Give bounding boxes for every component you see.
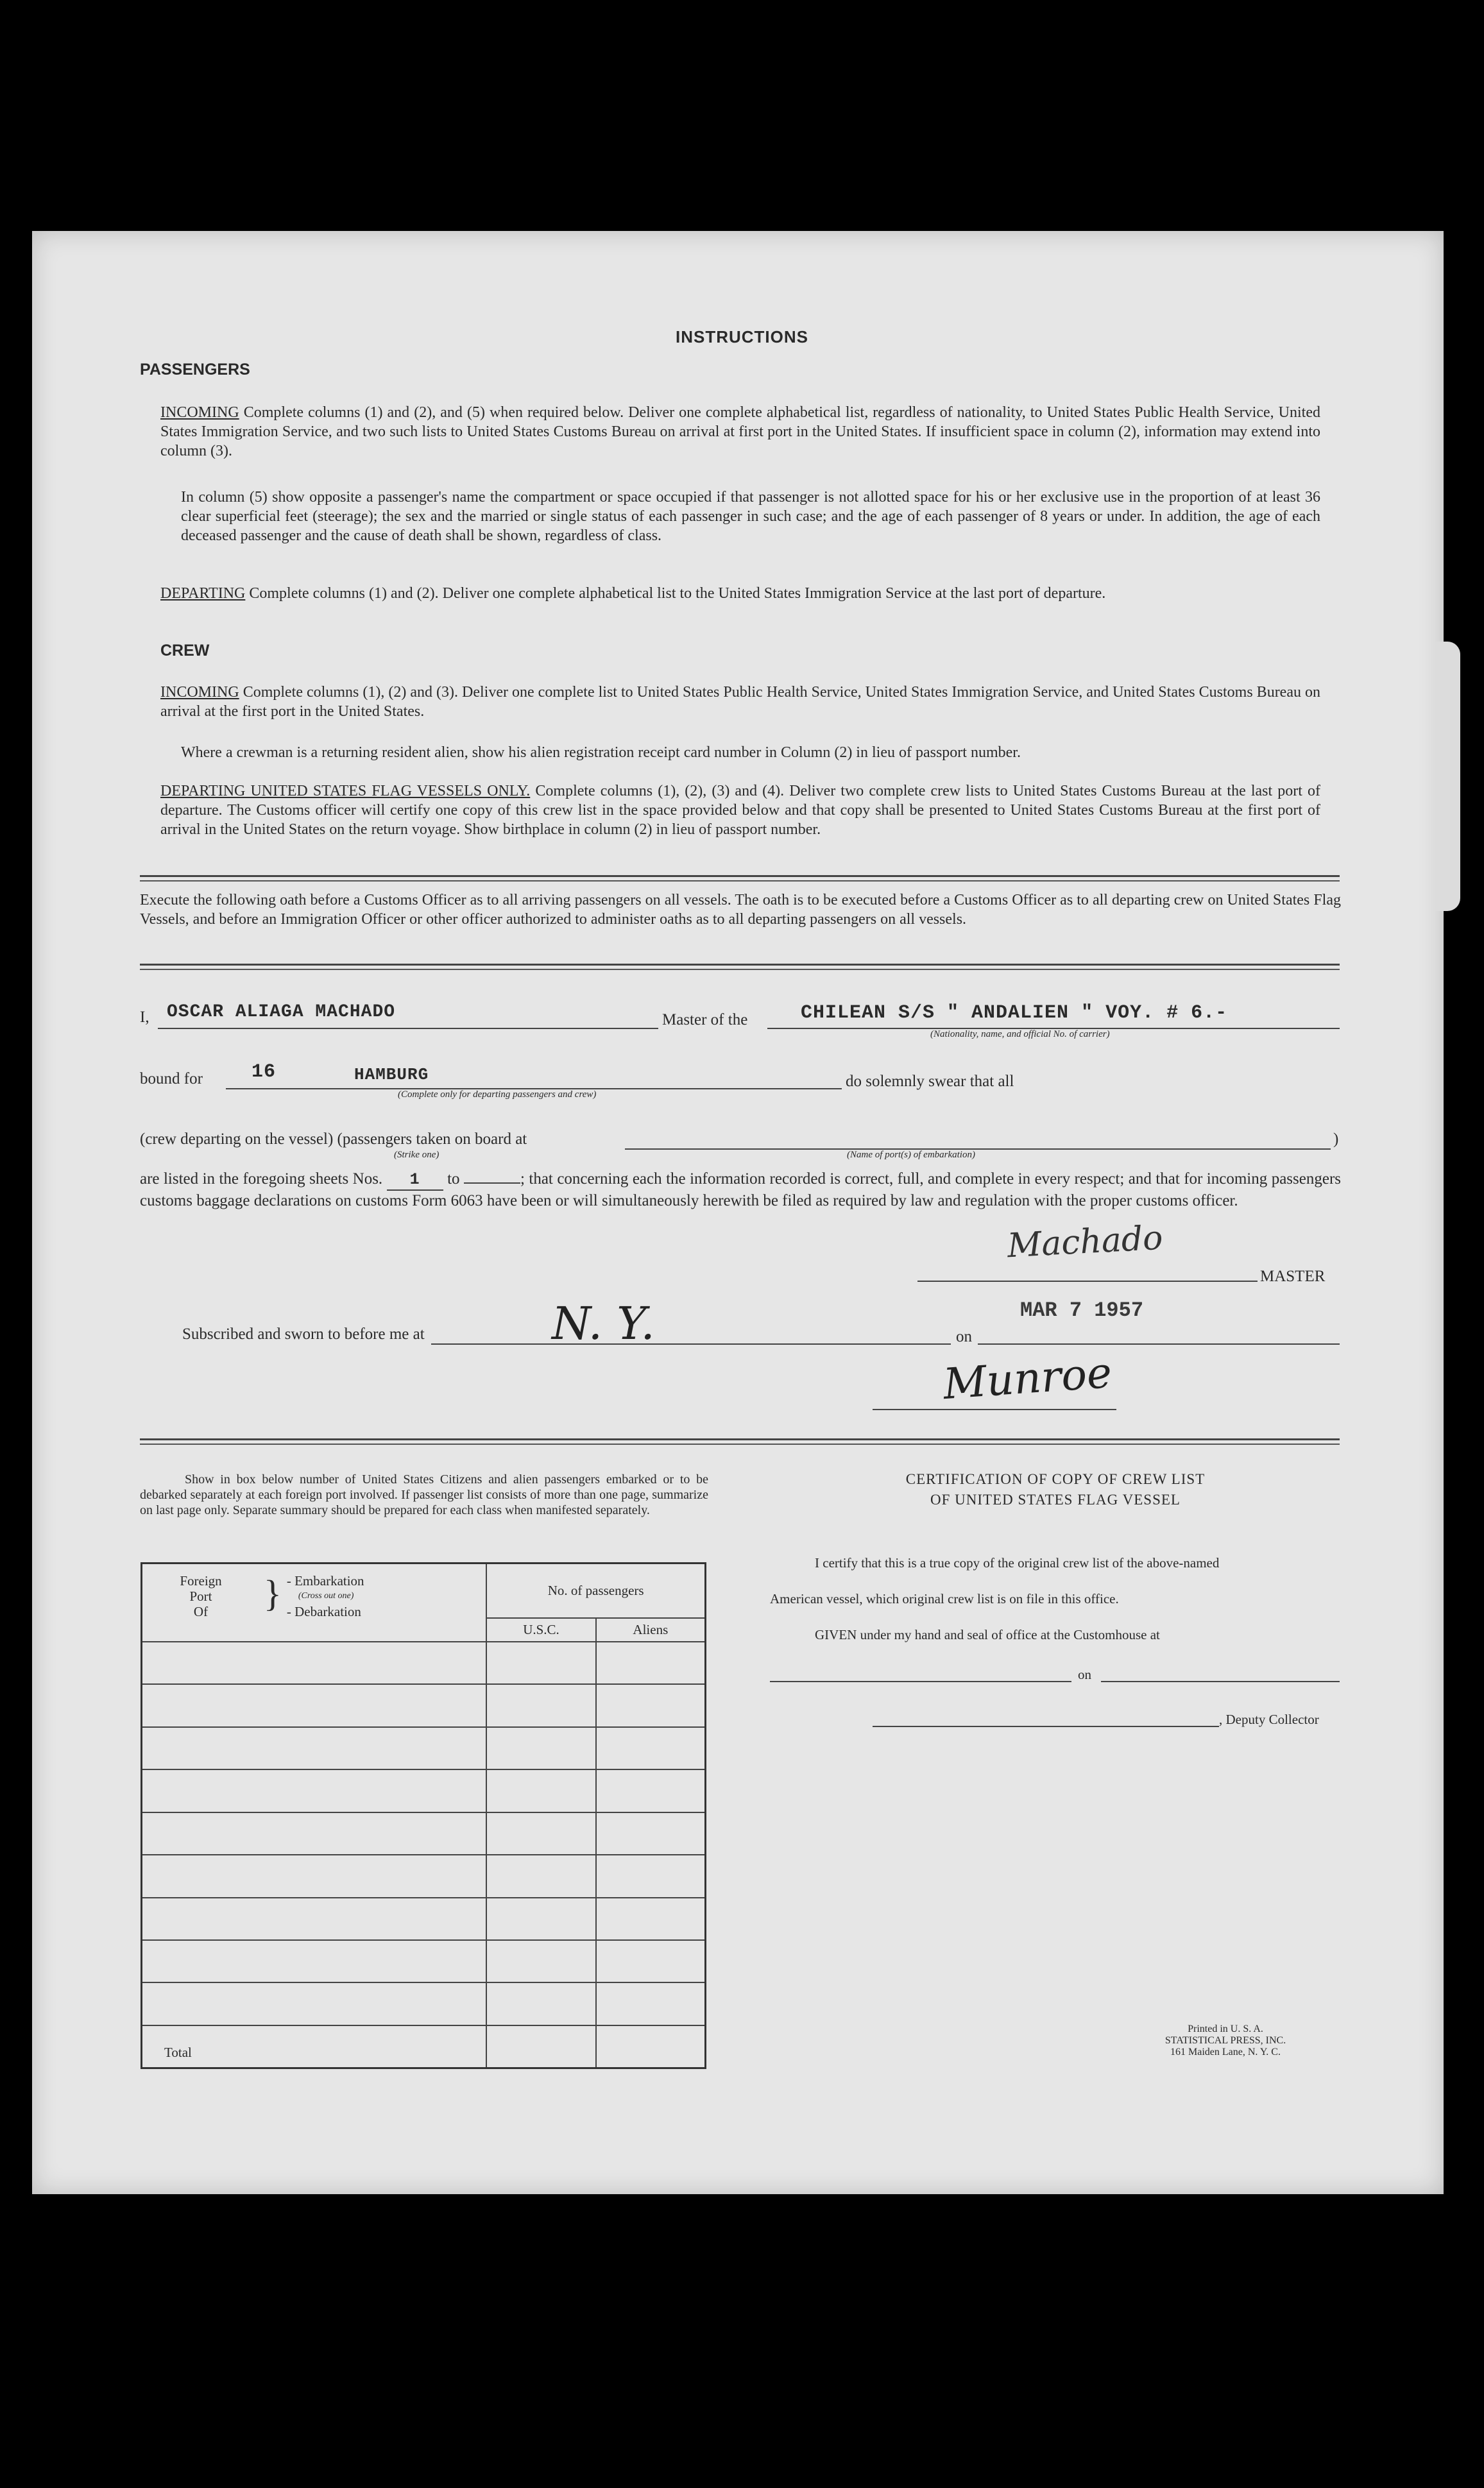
passengers-departing-paragraph [160, 584, 1320, 603]
usc-cell[interactable] [486, 1982, 595, 2025]
of-word: Of [193, 1604, 209, 1619]
aliens-cell[interactable] [596, 1982, 706, 2025]
aliens-cell[interactable] [596, 1769, 706, 1812]
port-cell[interactable] [142, 1855, 487, 1897]
foreign-port-of-label [143, 1573, 259, 1619]
port-cell[interactable] [142, 1684, 487, 1726]
crew-departing-text: Complete columns (1), (2), (3) and (4). Deliver two complete crew lists to United States Customs Bureau at the last port of departure. The Customs officer will certify one copy of this crew list in the space provided below and that copy shall be presented to United States Customs Bureau at the first port of arrival in the United States on the return voyage. Show birthplace in column (2) in lieu of passport number. [160, 783, 1321, 838]
vessel-caption: (Nationality, name, and official No. of carrier) [930, 1029, 1110, 1039]
cert-on-label: on [1078, 1667, 1091, 1682]
divider [140, 875, 1340, 877]
usc-cell[interactable] [486, 1769, 595, 1812]
divider [140, 964, 1340, 966]
master-name-line [158, 1028, 658, 1029]
strike-caption: (Strike one) [394, 1150, 439, 1160]
sheet-from-field[interactable]: 1 [387, 1170, 443, 1191]
page-title: INSTRUCTIONS [676, 327, 808, 346]
embark-debark-labels [287, 1573, 364, 1619]
usc-cell[interactable] [486, 1855, 595, 1897]
port-word: Port [189, 1589, 212, 1604]
printer-line3: 161 Maiden Lane, N. Y. C. [1170, 2047, 1281, 2058]
departing-text: Complete columns (1) and (2). Deliver one complete alphabetical list to the United States Immigration Service at the last port of departure. [249, 585, 1106, 602]
on-label: on [956, 1328, 972, 1345]
aliens-cell[interactable] [596, 1642, 706, 1684]
incoming-label: INCOMING [160, 404, 239, 421]
port-cell[interactable] [142, 1812, 487, 1855]
divider [140, 969, 1340, 970]
incoming-text: Complete columns (1) and (2), and (5) when required below. Deliver one complete alphabetical list, regardless of nationality, to United States Public Health Service, United States Immigration Service, and two such lists to United States Customs Bureau on arrival at first port in the United States. If insufficient space in column (2), information may extend into column (3). [160, 404, 1321, 459]
master-name-field[interactable]: OSCAR ALIAGA MACHADO [167, 1002, 396, 1022]
sworn-place-field[interactable]: N. Y. [552, 1297, 655, 1350]
american-vessel-text: American vessel, which original crew list is on file in this office. [770, 1591, 1119, 1606]
date-line [978, 1343, 1340, 1345]
column5-paragraph: In column (5) show opposite a passenger's name the compartment or space occupied if that passenger is not allotted space for his or her exclusive use in the proportion of at least 36 clear superficial feet (steerage); the sex and the married or single status of each passenger in such case; and the age of each passenger of 8 years or under. In addition, the age of each deceased passenger and the cause of death shall be shown, regardless of class. [181, 489, 1320, 544]
port-cell[interactable] [142, 1727, 487, 1769]
embarkation-label: - Embarkation [286, 1573, 364, 1589]
divider [140, 880, 1340, 882]
printer-imprint [1129, 2024, 1322, 2058]
crew-departing-text: (crew departing on the vessel) (passengers taken on board at [140, 1130, 527, 1148]
port-caption: (Name of port(s) of embarkation) [847, 1150, 975, 1160]
crew-alien-paragraph: Where a crewman is a returning resident alien, show his alien registration receipt card number in Column (2) in lieu of passport number. [181, 744, 1021, 761]
no-passengers-header: No. of passengers [486, 1564, 705, 1619]
usc-cell[interactable] [486, 1812, 595, 1855]
certification-title-line1: CERTIFICATION OF COPY OF CREW LIST [905, 1471, 1206, 1487]
port-cell[interactable] [142, 1642, 487, 1684]
passenger-summary-table [141, 1562, 706, 2069]
brace: } [264, 1572, 282, 1614]
usc-header: U.S.C. [486, 1618, 595, 1641]
crew-incoming-text: Complete columns (1), (2) and (3). Deliver one complete list to United States Public Health Service, United States Immigration Service, and United States Customs Bureau on arrival at the first port in the United States. [160, 684, 1320, 720]
box-instruction: Show in box below number of United States Citizens and alien passengers embarked or to be debarked separately at each foreign port involved. If passenger list consists of more than one page, summarize on last page only. Separate summary should be prepared for each class when manifested separately. [140, 1472, 708, 1517]
aliens-cell[interactable] [596, 1940, 706, 1982]
bound-number-field[interactable]: 16 [252, 1061, 277, 1083]
aliens-cell[interactable] [596, 1812, 706, 1855]
aliens-cell[interactable] [596, 1855, 706, 1897]
oath-i-label: I, [140, 1009, 149, 1026]
bound-place-field[interactable]: HAMBURG [354, 1065, 429, 1084]
vessel-field[interactable]: CHILEAN S/S " ANDALIEN " VOY. # 6.- [801, 1002, 1228, 1024]
usc-cell[interactable] [486, 1684, 595, 1726]
aliens-cell[interactable] [596, 1684, 706, 1726]
to-label: to [447, 1170, 460, 1188]
cert-date-line[interactable] [1101, 1681, 1340, 1682]
oath-instruction: Execute the following oath before a Customs Officer as to all arriving passengers on all vessels. The oath is to be executed before a Customs Officer as to all departing crew on United States Flag Vessels, and before an Immigration Officer or other officer authorized to administer oaths as to all departing passengers on all vessels. [140, 892, 1341, 928]
crew-incoming-label: INCOMING [160, 684, 239, 701]
total-label: Total [142, 2025, 487, 2068]
printer-line2: STATISTICAL PRESS, INC. [1164, 2035, 1286, 2046]
master-signature: Machado [1006, 1218, 1164, 1266]
certify-text: I certify that this is a true copy of the original crew list of the above-named [815, 1555, 1220, 1571]
aliens-cell[interactable] [596, 1727, 706, 1769]
port-header-cell [142, 1564, 487, 1642]
cross-out-caption: (Cross out one) [298, 1591, 354, 1601]
certification-title [770, 1469, 1341, 1510]
paper-edge-tab [1435, 642, 1460, 911]
deputy-signature-line[interactable] [873, 1726, 1219, 1727]
embarkation-port-line [625, 1148, 1331, 1150]
printer-line1: Printed in U. S. A. [1188, 2024, 1263, 2034]
subscribed-label: Subscribed and sworn to before me at [182, 1325, 425, 1343]
listed-label: are listed in the foregoing sheets Nos. [140, 1170, 383, 1188]
certification-title-line2: OF UNITED STATES FLAG VESSEL [930, 1492, 1181, 1508]
foreign-word: Foreign [180, 1573, 222, 1589]
deputy-collector-label: , Deputy Collector [1219, 1712, 1319, 1727]
port-cell[interactable] [142, 1982, 487, 2025]
officer-signature: Munroe [941, 1347, 1114, 1410]
swear-text: do solemnly swear that all [846, 1073, 1014, 1090]
divider [140, 1438, 1340, 1440]
listed-paragraph [140, 1169, 1341, 1211]
usc-cell[interactable] [486, 1898, 595, 1940]
date-stamp: MAR 7 1957 [1020, 1299, 1144, 1322]
bound-for-label: bound for [140, 1070, 203, 1087]
aliens-cell[interactable] [596, 1898, 706, 1940]
passengers-heading: PASSENGERS [140, 361, 250, 379]
master-of-label: Master of the [662, 1011, 748, 1028]
port-cell[interactable] [142, 1769, 487, 1812]
officer-signature-line [873, 1409, 1116, 1410]
sworn-place-line [431, 1343, 951, 1345]
listed-text: ; that concerning each the information recorded is correct, full, and complete in every respect; and that for incoming passengers customs baggage declarations on customs Form 6063 have been or will simultaneously herewith be filed as required by law and regulation with the proper customs officer. [140, 1170, 1341, 1209]
crew-incoming-paragraph [160, 683, 1320, 721]
given-text: GIVEN under my hand and seal of office at the Customhouse at [815, 1627, 1160, 1642]
master-label: MASTER [1260, 1268, 1326, 1285]
divider [140, 1444, 1340, 1445]
bound-caption: (Complete only for departing passengers and crew) [398, 1089, 597, 1100]
aliens-total-cell[interactable] [596, 2025, 706, 2068]
crew-departing-label: DEPARTING UNITED STATES FLAG VESSELS ONLY. [160, 783, 531, 799]
debarkation-label: - Debarkation [286, 1604, 361, 1619]
customhouse-line[interactable] [770, 1681, 1071, 1682]
departing-label: DEPARTING [160, 585, 246, 602]
usc-cell[interactable] [486, 1642, 595, 1684]
master-signature-line [917, 1281, 1258, 1282]
crew-heading: CREW [160, 642, 210, 660]
close-paren: ) [1333, 1130, 1339, 1148]
aliens-header: Aliens [596, 1618, 706, 1641]
port-cell[interactable] [142, 1898, 487, 1940]
crew-departing-paragraph [160, 781, 1320, 839]
port-cell[interactable] [142, 1940, 487, 1982]
passengers-incoming-paragraph [160, 403, 1320, 461]
sheet-to-field[interactable] [464, 1182, 520, 1184]
usc-cell[interactable] [486, 1940, 595, 1982]
usc-total-cell[interactable] [486, 2025, 595, 2068]
usc-cell[interactable] [486, 1727, 595, 1769]
